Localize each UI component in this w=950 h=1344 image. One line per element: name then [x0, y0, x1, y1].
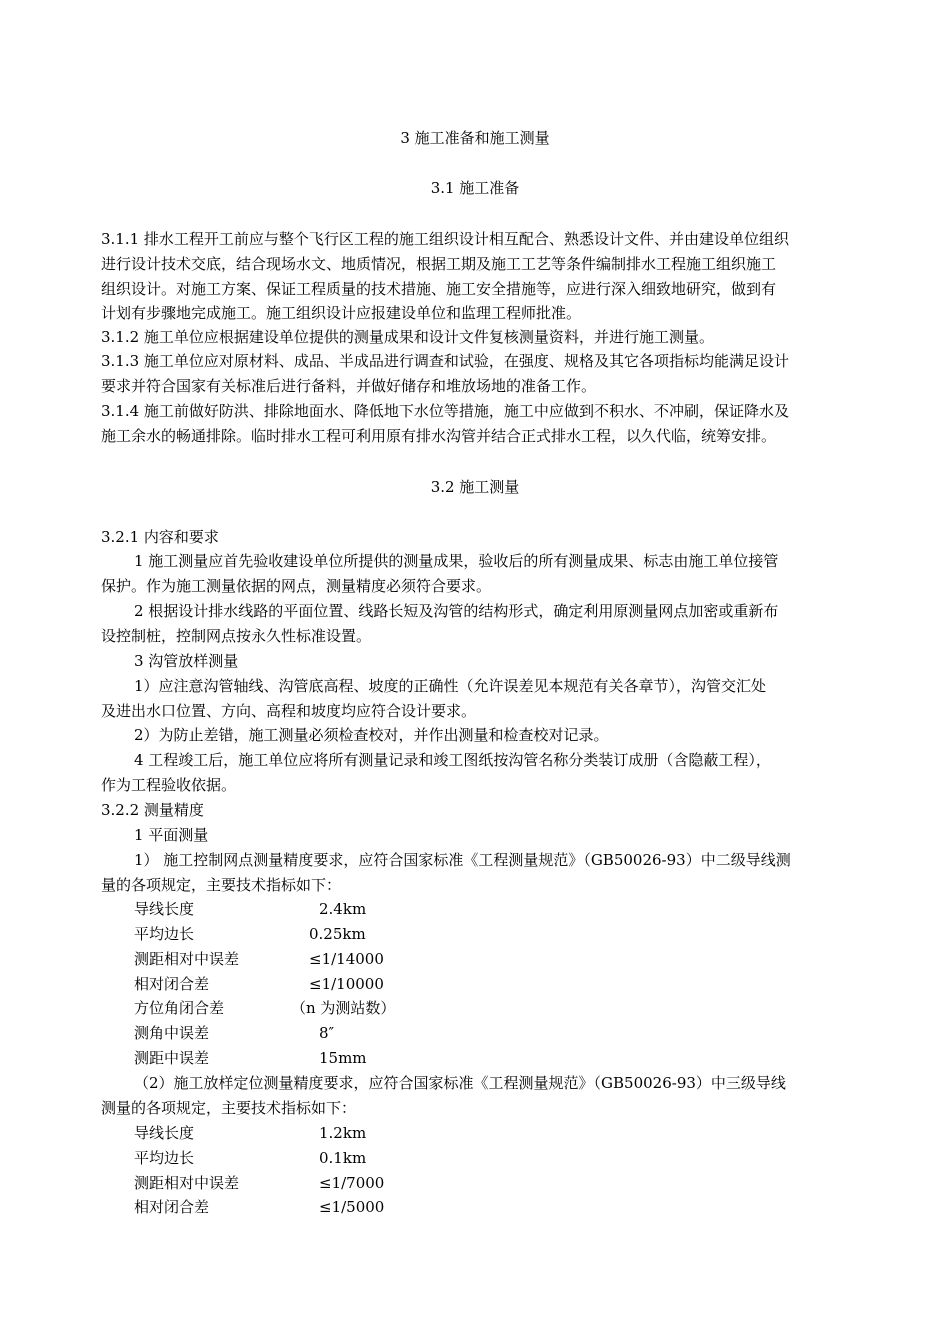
paragraph-3-1-3-line: 要求并符合国家有关标准后进行备料，并做好储存和堆放场地的准备工作。	[101, 377, 597, 395]
subsection-heading-3-2-2: 3.2.2 测量精度	[101, 801, 204, 819]
spec-value: 1.2km	[319, 1124, 367, 1142]
spec-value: 2.4km	[319, 900, 367, 918]
paragraph-3-1-1-line: 组织设计。对施工方案、保证工程质量的技术措施、施工安全措施等，应进行深入细致地研究，做到有	[101, 280, 777, 298]
item-3-1-line: 1）应注意沟管轴线、沟管底高程、坡度的正确性（允许误差见本规范有关各章节），沟管交汇处	[134, 677, 767, 695]
spec-label: 平均边长	[134, 925, 195, 943]
spec-value: （n 为测站数）	[291, 999, 396, 1017]
item-1-1-line: 1） 施工控制网点测量精度要求，应符合国家标准《工程测量规范》（GB50026-93）中二级导线测	[134, 851, 791, 869]
section-heading-3-2: 3.2 施工测量	[430, 478, 520, 496]
spec-label: 测角中误差	[134, 1024, 210, 1042]
spec-value: 0.1km	[319, 1149, 367, 1167]
item-1-2-line: 测量的各项规定，主要技术指标如下：	[101, 1099, 357, 1117]
item-3-1-line: 及进出水口位置、方向、高程和坡度均应符合设计要求。	[101, 702, 477, 720]
item-1-line: 1 施工测量应首先验收建设单位所提供的测量成果，验收后的所有测量成果、标志由施工单位接管	[134, 552, 779, 570]
spec-label: 相对闭合差	[134, 1198, 210, 1216]
item-3-2: 2）为防止差错，施工测量必须检查校对，并作出测量和检查校对记录。	[134, 726, 609, 744]
item-4-line: 4 工程竣工后，施工单位应将所有测量记录和竣工图纸按沟管名称分类装订成册（含隐蔽工程），	[134, 751, 771, 769]
paragraph-3-1-1-line: 3.1.1 排水工程开工前应与整个飞行区工程的施工组织设计相互配合、熟悉设计文件、并由建设单位组织	[101, 230, 789, 248]
item-1-1-line: 量的各项规定，主要技术指标如下：	[101, 876, 342, 894]
section-heading-3-1: 3.1 施工准备	[430, 179, 520, 197]
spec-value: ≤1/14000	[309, 950, 384, 968]
paragraph-3-1-3-line: 3.1.3 施工单位应对原材料、成品、半成品进行调查和试验，在强度、规格及其它各项指标均能满足设计	[101, 352, 789, 370]
spec-value: 15mm	[319, 1049, 367, 1067]
spec-label: 测距相对中误差	[134, 950, 240, 968]
paragraph-3-1-1-line: 计划有步骤地完成施工。施工组织设计应报建设单位和监理工程师批准。	[101, 304, 582, 322]
paragraph-3-1-2: 3.1.2 施工单位应根据建设单位提供的测量成果和设计文件复核测量资料，并进行施工测量。	[101, 328, 714, 346]
item-3-heading: 3 沟管放样测量	[134, 652, 239, 670]
spec-label: 测距中误差	[134, 1049, 210, 1067]
spec-label: 相对闭合差	[134, 975, 210, 993]
item-2-line: 2 根据设计排水线路的平面位置、线路长短及沟管的结构形式，确定利用原测量网点加密或重新布	[134, 602, 779, 620]
spec-value: 8″	[319, 1024, 335, 1042]
item-2-line: 设控制桩，控制网点按永久性标准设置。	[101, 627, 372, 645]
spec-value: ≤1/5000	[319, 1198, 385, 1216]
item-1-2-line: （2）施工放样定位测量精度要求，应符合国家标准《工程测量规范》（GB50026-93）中三级导线	[134, 1074, 786, 1092]
item-1-line: 保护。作为施工测量依据的网点，测量精度必须符合要求。	[101, 577, 492, 595]
spec-label: 导线长度	[134, 900, 195, 918]
spec-label: 方位角闭合差	[134, 999, 225, 1017]
spec-label: 平均边长	[134, 1149, 195, 1167]
subsection-heading-3-2-1: 3.2.1 内容和要求	[101, 528, 219, 546]
spec-value: ≤1/10000	[309, 975, 384, 993]
spec-value: 0.25km	[309, 925, 366, 943]
spec-label: 测距相对中误差	[134, 1174, 240, 1192]
spec-value: ≤1/7000	[319, 1174, 385, 1192]
paragraph-3-1-1-line: 进行设计技术交底，结合现场水文、地质情况，根据工期及施工工艺等条件编制排水工程施工组织施工	[101, 255, 777, 273]
chapter-heading: 3 施工准备和施工测量	[400, 129, 550, 147]
item-4-line: 作为工程验收依据。	[101, 776, 237, 794]
paragraph-3-1-4-line: 施工余水的畅通排除。临时排水工程可利用原有排水沟管并结合正式排水工程，以久代临，统筹安排。	[101, 427, 777, 445]
spec-label: 导线长度	[134, 1124, 195, 1142]
plane-survey-heading: 1 平面测量	[134, 826, 209, 844]
paragraph-3-1-4-line: 3.1.4 施工前做好防洪、排除地面水、降低地下水位等措施，施工中应做到不积水、不冲刷，保证降水及	[101, 402, 789, 420]
